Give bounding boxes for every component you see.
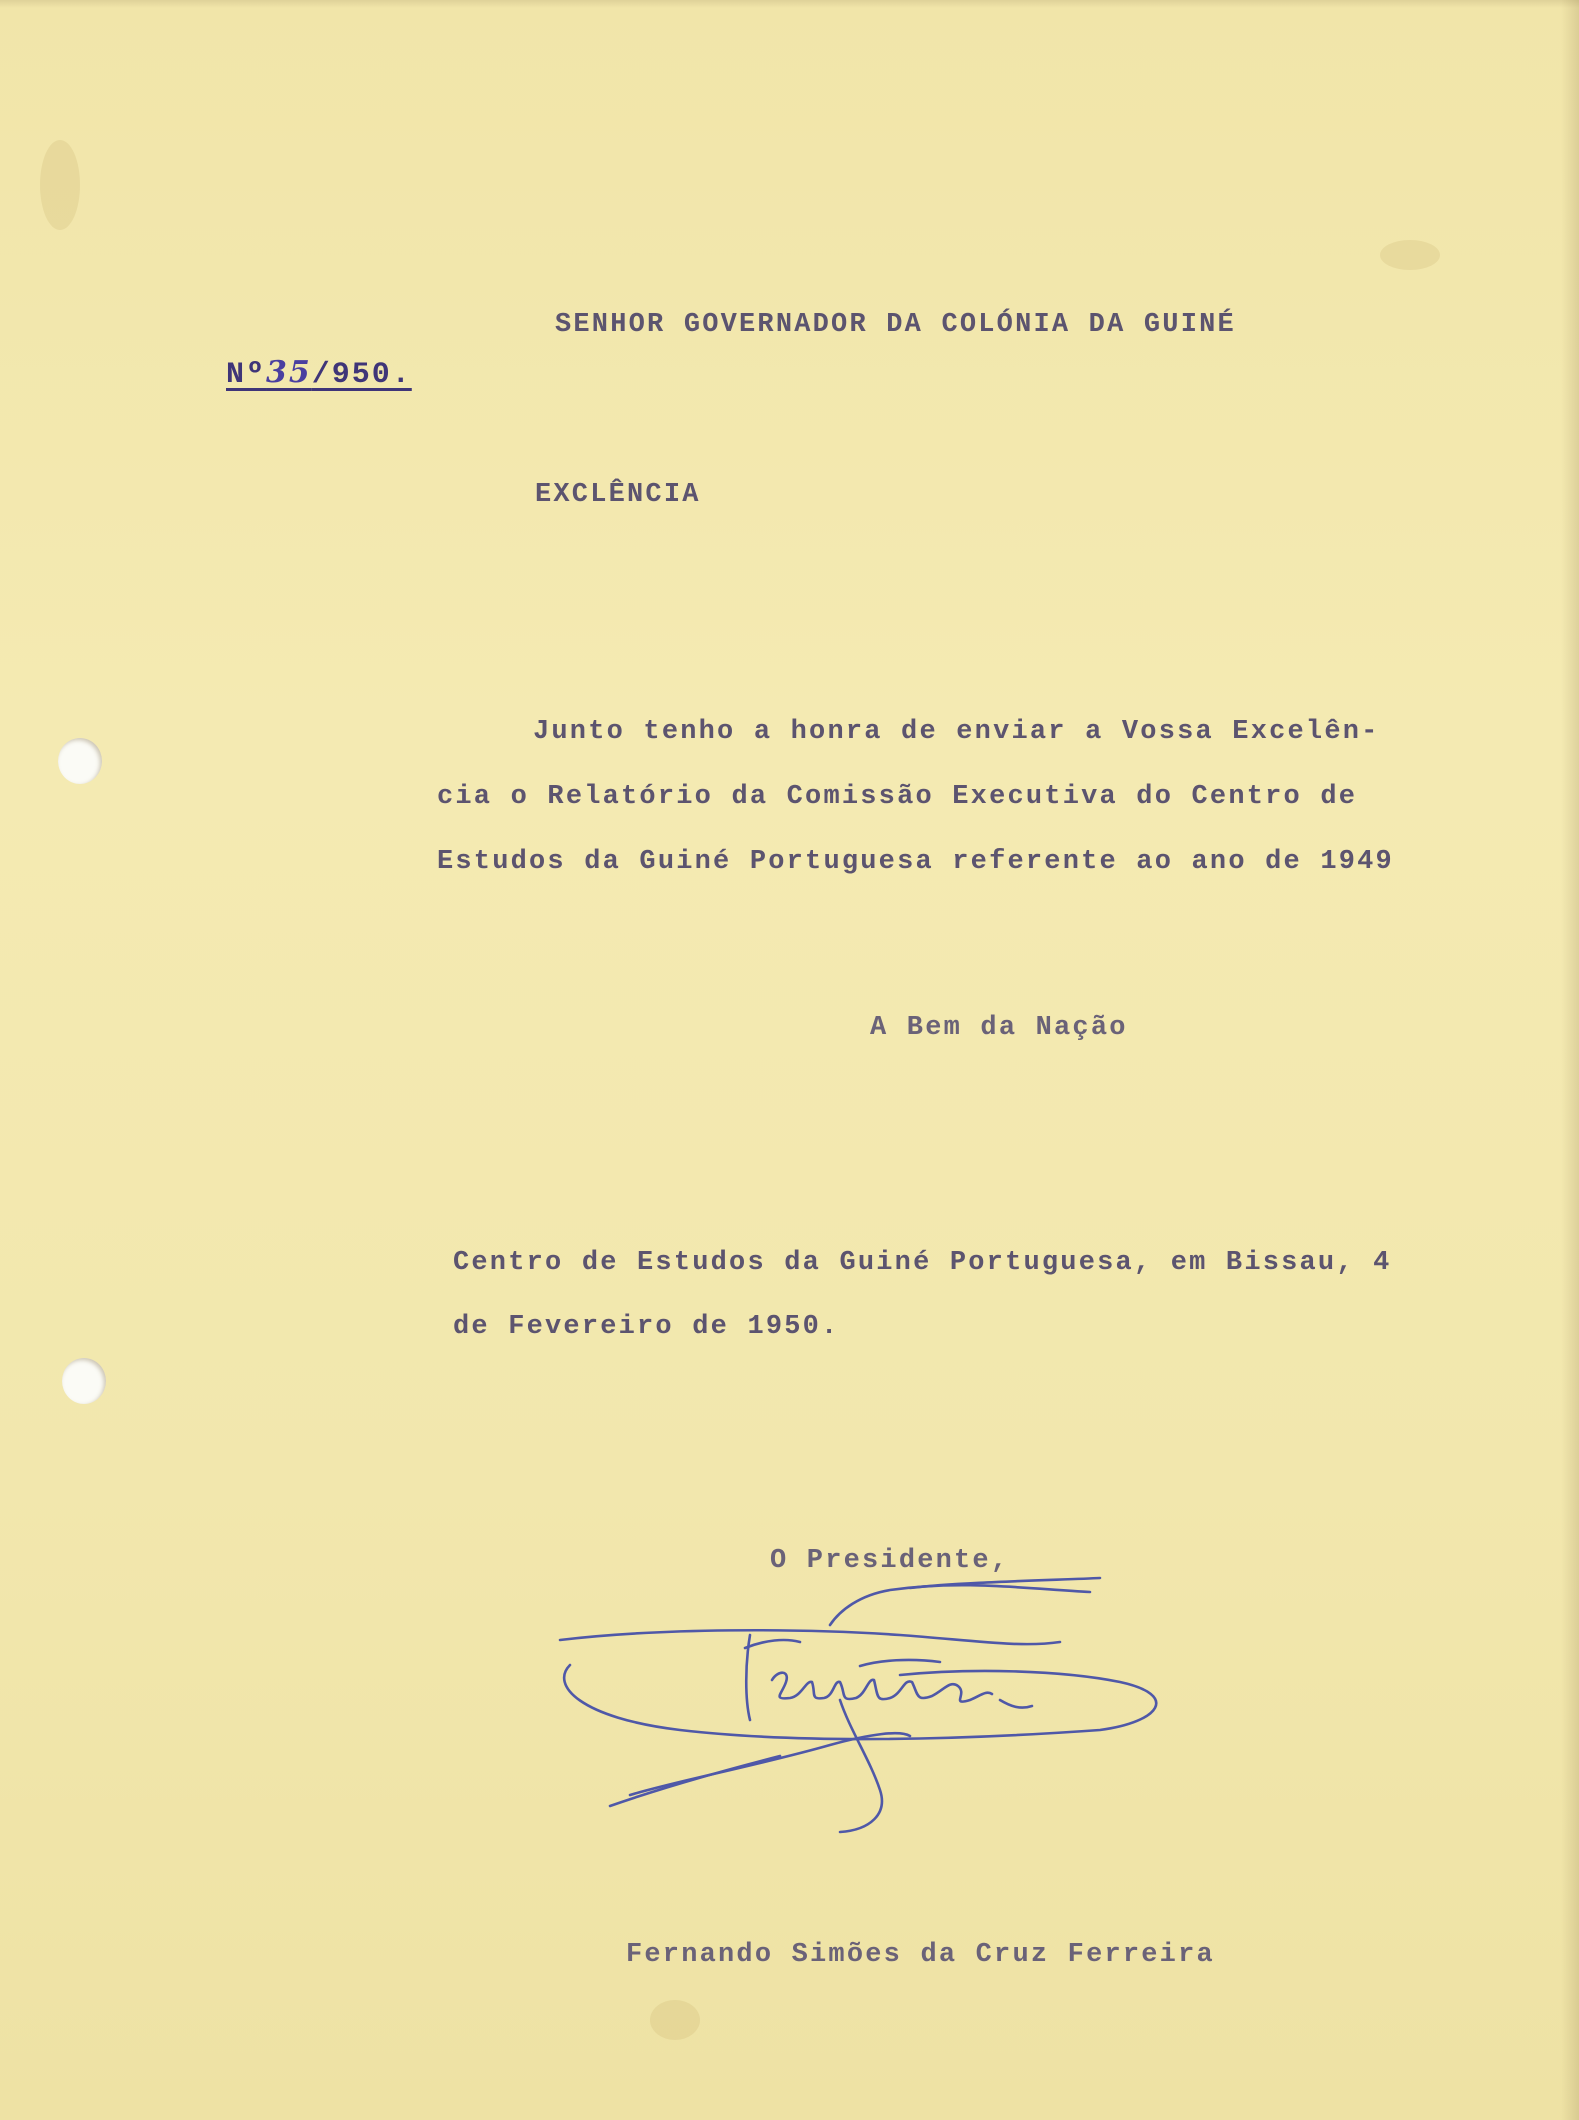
reference-handwritten-number: 35 <box>266 355 312 390</box>
punch-hole-top <box>58 738 102 784</box>
salutation: EXCLÊNCIA <box>535 480 701 510</box>
handwritten-signature <box>540 1570 1180 1850</box>
place-date-line-1: Centro de Estudos da Guiné Portuguesa, em Bissau, 4 <box>453 1248 1392 1278</box>
place-date-line-2: de Fevereiro de 1950. <box>453 1312 840 1342</box>
body-line-3: Estudos da Guiné Portuguesa referente ao ano de 1949 <box>437 847 1394 877</box>
reference-prefix: Nº <box>226 358 267 392</box>
paper-stain <box>40 140 80 230</box>
addressee-line: SENHOR GOVERNADOR DA COLÓNIA DA GUINÉ <box>555 310 1236 340</box>
reference-number <box>226 355 412 392</box>
closing-motto: A Bem da Nação <box>870 1013 1128 1043</box>
body-line-1: Junto tenho a honra de enviar a Vossa Excelên- <box>533 717 1380 747</box>
paper-top-edge <box>0 0 1579 8</box>
punch-hole-bottom <box>62 1358 106 1404</box>
reference-suffix: /950. <box>311 358 412 392</box>
paper-stain <box>650 2000 700 2040</box>
signatory-name: Fernando Simões da Cruz Ferreira <box>626 1940 1215 1970</box>
body-line-2: cia o Relatório da Comissão Executiva do Centro de <box>437 782 1358 812</box>
paper-stain <box>1380 240 1440 270</box>
signatory-title: O Presidente, <box>770 1546 1010 1576</box>
paper-right-edge <box>1561 0 1579 2120</box>
